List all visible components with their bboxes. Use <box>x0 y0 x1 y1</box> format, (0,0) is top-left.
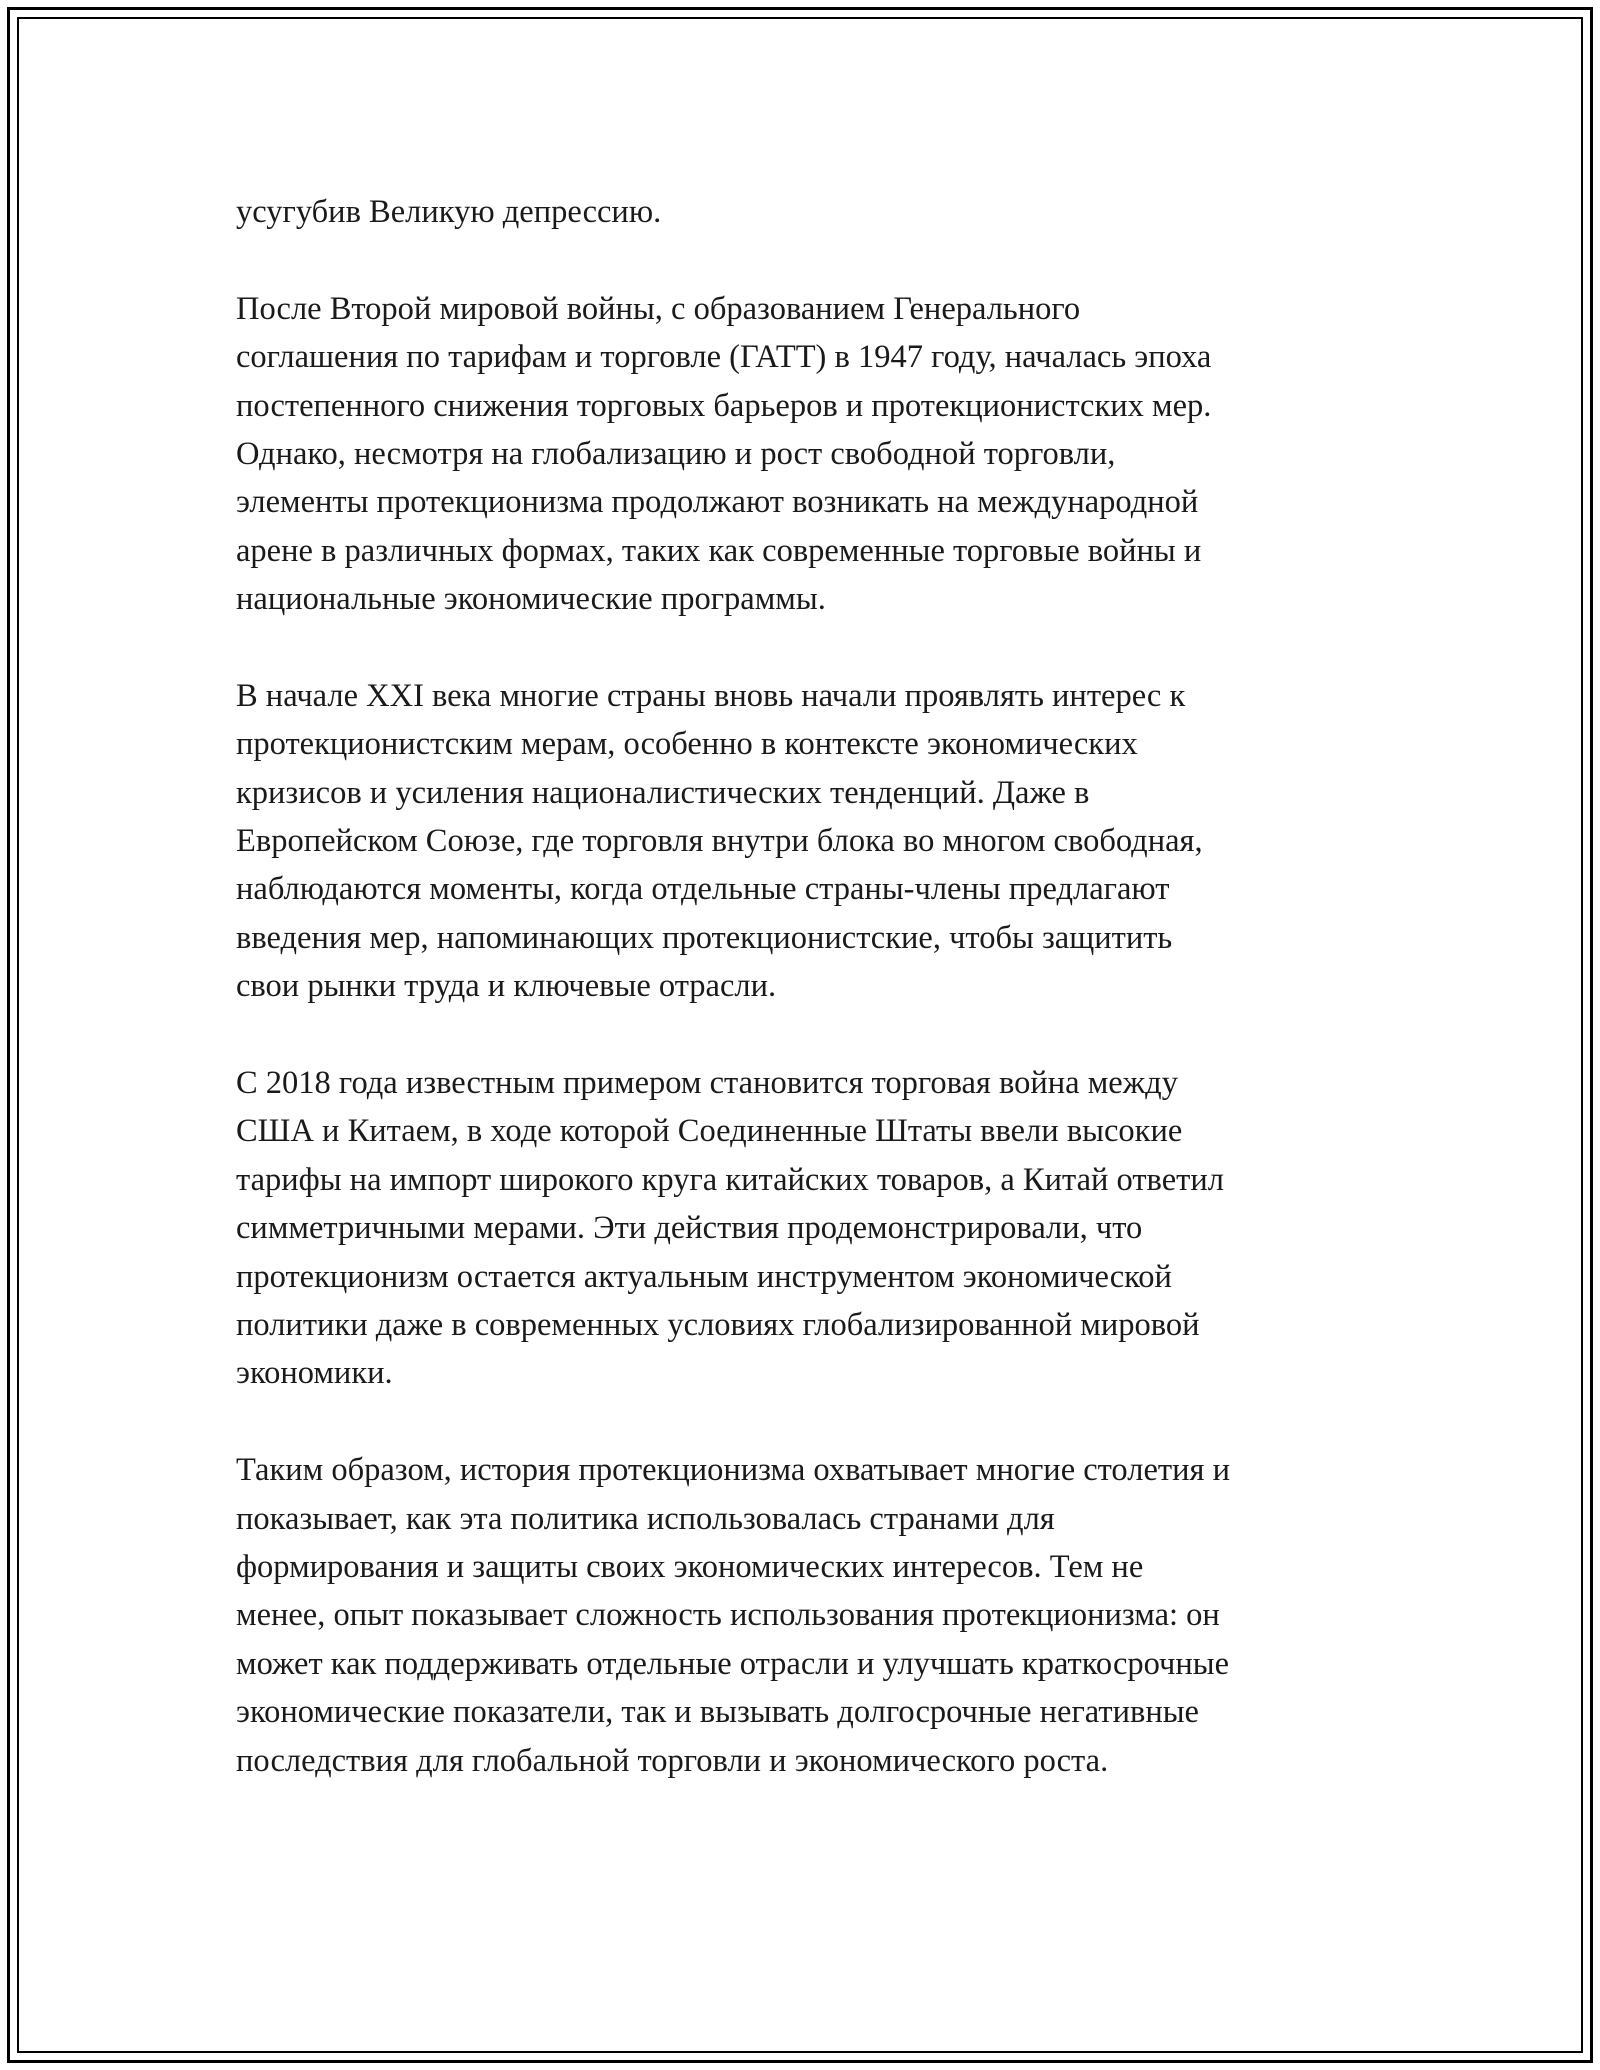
paragraph-2 <box>236 285 1396 624</box>
text-line: менее, опыт показывает сложность использования протекционизма: он <box>236 1597 1220 1634</box>
paragraph-5 <box>236 1446 1396 1785</box>
text-line: показывает, как эта политика использовалась странами для <box>236 1500 1055 1537</box>
text-line: протекционистским мерам, особенно в контексте экономических <box>236 726 1138 763</box>
text-line: Однако, несмотря на глобализацию и рост свободной торговли, <box>236 435 1116 472</box>
text-line: усугубив Великую депрессию. <box>236 194 662 230</box>
text-line: формирования и защиты своих экономических интересов. Тем не <box>236 1548 1144 1585</box>
text-line: соглашения по тарифам и торговле (ГАТТ) в 1947 году, началась эпоха <box>236 339 1212 376</box>
text-line: свои рынки труда и ключевые отрасли. <box>236 968 777 1005</box>
text-line: протекционизм остается актуальным инструментом экономической <box>236 1258 1172 1295</box>
text-line: наблюдаются моменты, когда отдельные страны-члены предлагают <box>236 871 1170 908</box>
paragraph-3 <box>236 672 1396 1011</box>
text-line: арене в различных формах, таких как современные торговые войны и <box>236 532 1202 569</box>
text-line: элементы протекционизма продолжают возникать на международной <box>236 484 1199 521</box>
text-line: тарифы на импорт широкого круга китайских товаров, а Китай ответил <box>236 1161 1224 1198</box>
text-line: экономики. <box>236 1355 393 1392</box>
text-line: кризисов и усиления националистических тенденций. Даже в <box>236 774 1090 811</box>
text-line: США и Китаем, в ходе которой Соединенные Штаты ввели высокие <box>236 1113 1183 1150</box>
text-line: постепенного снижения торговых барьеров и протекционистских мер. <box>236 387 1212 424</box>
text-line: экономические показатели, так и вызывать долгосрочные негативные <box>236 1694 1199 1731</box>
text-line: политики даже в современных условиях глобализированной мировой <box>236 1306 1200 1343</box>
text-line: введения мер, напоминающих протекционистские, чтобы защитить <box>236 919 1173 956</box>
document-body <box>236 188 1396 1833</box>
text-line: может как поддерживать отдельные отрасли и улучшать краткосрочные <box>236 1645 1230 1682</box>
text-line: последствия для глобальной торговли и экономического роста. <box>236 1742 1109 1779</box>
text-line: Европейском Союзе, где торговля внутри блока во многом свободная, <box>236 823 1203 860</box>
paragraph-4 <box>236 1059 1396 1398</box>
text-line: После Второй мировой войны, с образованием Генерального <box>236 290 1081 327</box>
text-line: В начале XXI века многие страны вновь начали проявлять интерес к <box>236 677 1186 714</box>
text-line: С 2018 года известным примером становится торговая война между <box>236 1065 1178 1102</box>
text-line: национальные экономические программы. <box>236 581 826 618</box>
text-line: Таким образом, история протекционизма охватывает многие столетия и <box>236 1452 1230 1489</box>
text-line: симметричными мерами. Эти действия продемонстрировали, что <box>236 1210 1143 1247</box>
paragraph-1 <box>236 188 1396 236</box>
